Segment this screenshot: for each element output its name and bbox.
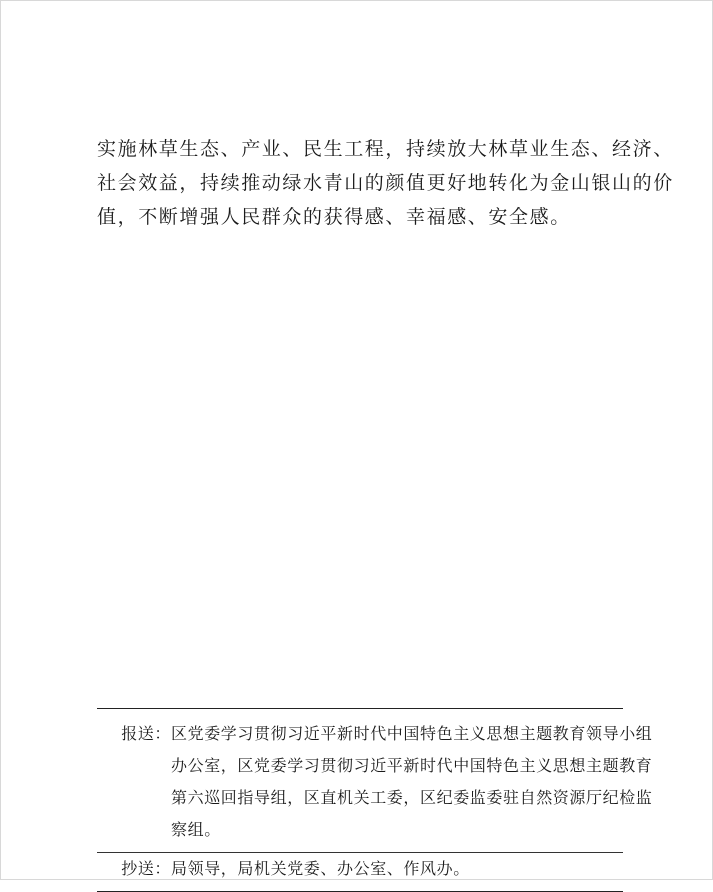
report-to-line-4: 察组。 [171, 820, 221, 839]
copy-to-row [97, 853, 623, 885]
report-to-label: 报送： [121, 724, 171, 743]
report-to-line-2: 办公室，区党委学习贯彻习近平新时代中国特色主义思想主题教育 [171, 756, 653, 775]
body-line-1: 实施林草生态、产业、民生工程，持续放大林草业生态、经济、 [97, 138, 674, 160]
body-line-2: 社会效益，持续推动绿水青山的颜值更好地转化为金山银山的价 [97, 172, 674, 194]
copy-to-recipients: 局领导，局机关党委、办公室、作风办。 [171, 859, 470, 878]
copy-to-section [97, 853, 623, 891]
report-to-line-3: 第六巡回指导组，区直机关工委，区纪委监委驻自然资源厅纪检监 [171, 788, 653, 807]
report-to-recipients [171, 718, 652, 846]
body-paragraph [97, 132, 674, 234]
report-to-line-1: 区党委学习贯彻习近平新时代中国特色主义思想主题教育领导小组 [171, 724, 653, 743]
report-to-row [97, 718, 653, 846]
report-to-section [97, 709, 653, 852]
copy-to-label: 抄送： [121, 859, 171, 878]
body-line-3: 值，不断增强人民群众的获得感、幸福感、安全感。 [97, 206, 571, 228]
distribution-footer [97, 708, 653, 892]
